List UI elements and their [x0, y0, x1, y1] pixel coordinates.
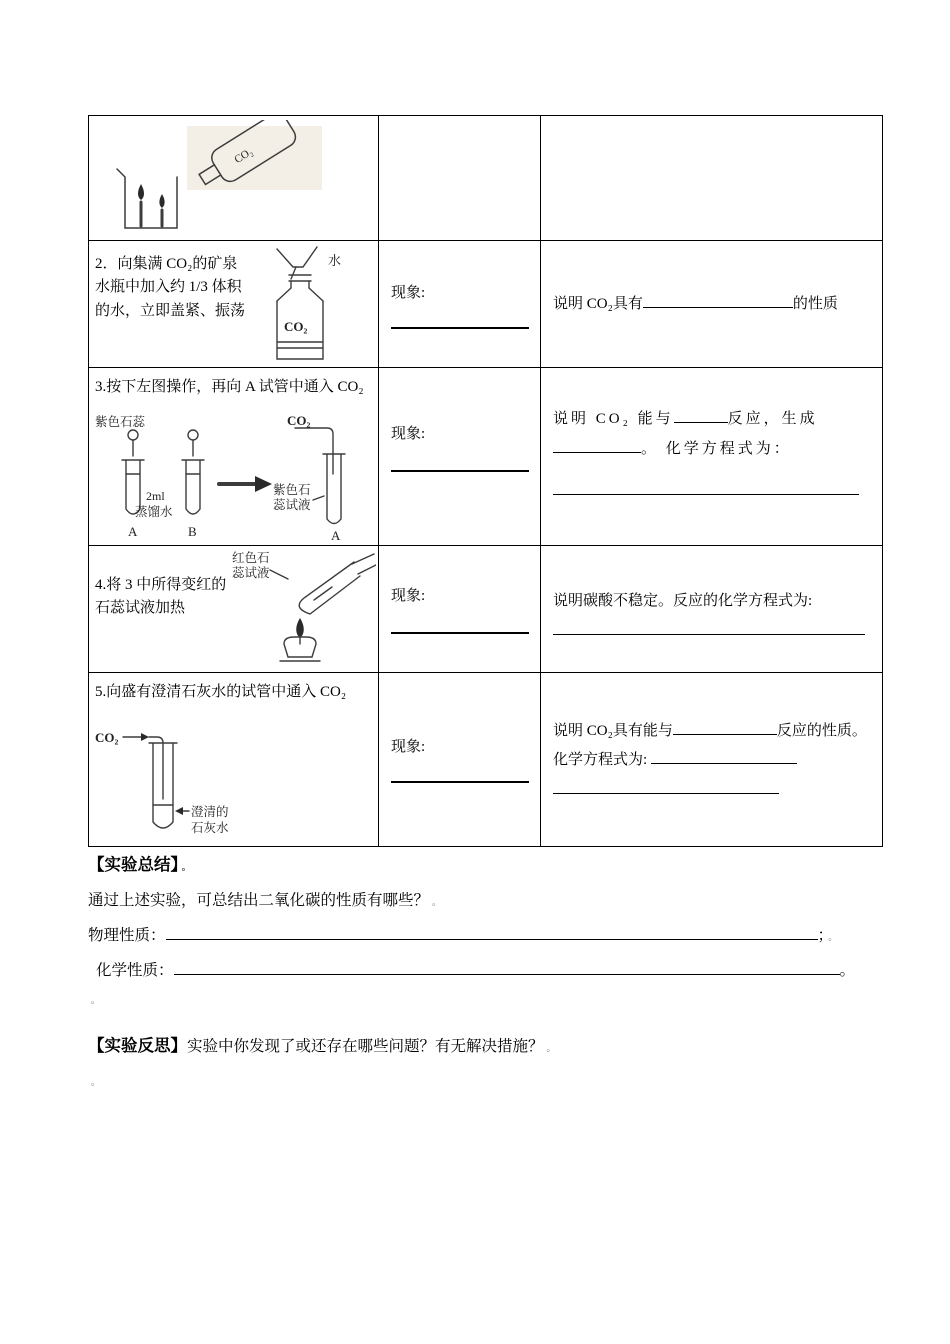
answer-line [553, 793, 779, 794]
conclusion-4 [553, 588, 875, 614]
paragraph-mark [88, 990, 100, 1008]
reflection-heading: 【实验反思】 [88, 1036, 187, 1055]
phenomenon-label: 现象: [391, 588, 426, 604]
conclusion-text: 说明 CO₂ 能与 [553, 411, 674, 427]
paragraph-mark: 。 [828, 932, 838, 942]
tilted-test-tube-icon [299, 562, 360, 614]
co2-label: CO₂ [287, 413, 311, 428]
answer-line [553, 494, 859, 495]
reflection-question: 实验中你发现了或还存在哪些问题？有无解决措施？ [187, 1038, 544, 1055]
co2-pour-into-beaker-diagram [95, 120, 335, 238]
cell-demo1-phenomenon [379, 116, 541, 241]
tube-a-right-label: A [331, 528, 341, 543]
conclusion-text: 的性质 [792, 296, 838, 312]
dropper-icon [188, 430, 198, 456]
chemical-properties-tail: 。 [839, 962, 856, 979]
paragraph-mark-glyph: 。 [91, 1077, 101, 1087]
test-tube-b-icon [182, 460, 204, 514]
tube-holder-icon [352, 554, 376, 574]
delivery-tube-icon [149, 737, 163, 799]
cell-phenomenon-5 [379, 673, 541, 846]
flame-icon [138, 184, 144, 200]
co2-label: CO₂ [284, 319, 308, 334]
conclusion-3 [553, 404, 873, 464]
red-litmus-label-1: 红色石 [232, 551, 270, 565]
conclusion-text: 反应，生成 [727, 411, 818, 427]
alcohol-lamp-icon [280, 636, 320, 661]
phenomenon-label: 现象: [391, 739, 426, 755]
label-pointer-arrow [175, 807, 189, 815]
answer-blank [166, 927, 818, 940]
paragraph-mark: 。 [546, 1043, 556, 1053]
answer-blank [174, 962, 840, 975]
funnel-icon [277, 247, 317, 279]
answer-line [391, 781, 529, 783]
chemical-properties-label: 化学性质： [96, 962, 174, 979]
summary-question-text: 通过上述实验，可总结出二氧化碳的性质有哪些？ [88, 892, 430, 909]
cell-phenomenon-4 [379, 546, 541, 673]
conclusion-text: 说明 CO₂具有 [553, 296, 643, 312]
cell-step-4 [89, 546, 379, 673]
flame-icon [296, 618, 304, 638]
heating-litmus-diagram [226, 548, 376, 670]
limewater-diagram [93, 719, 273, 843]
answer-line [391, 470, 529, 472]
beaker-icon [117, 169, 177, 228]
cell-conclusion-4 [541, 546, 882, 673]
answer-blank [673, 722, 777, 735]
cell-phenomenon-2 [379, 241, 541, 368]
step-text-2: 2．向集满 CO₂的矿泉水瓶中加入约 1/3 体积的水，立即盖紧、振荡 [95, 256, 246, 319]
answer-line [391, 632, 529, 634]
litmus-solution-label-1: 紫色石 [273, 483, 311, 497]
cell-step-2 [89, 241, 379, 368]
step-text-3: 3.按下左图操作，再向 A 试管中通入 CO₂ [95, 379, 364, 395]
phenomenon-label: 现象: [391, 426, 426, 442]
paragraph-mark-glyph: 。 [91, 995, 101, 1005]
summary-heading [88, 851, 191, 875]
summary-question [88, 888, 441, 910]
paragraph-mark [88, 1072, 100, 1090]
conclusion-text: 反应的性质。化学方程式为: [553, 723, 867, 768]
arrow-icon [123, 733, 149, 741]
bottle-shake-diagram [244, 243, 376, 365]
step-text-5: 5.向盛有澄清石灰水的试管中通入 CO₂ [95, 684, 347, 700]
bottle-gas-label: CO₂ [232, 145, 255, 167]
paragraph-mark: 。 [181, 862, 191, 872]
conclusion-text: 。 化学方程式为： [641, 441, 792, 457]
distilled-water-label: 蒸馏水 [135, 505, 173, 519]
plastic-bottle-icon [277, 275, 323, 359]
experiment-table [88, 115, 883, 847]
co2-label: CO₂ [95, 730, 119, 745]
limewater-label-2: 石灰水 [191, 821, 229, 835]
cell-demo1-diagram [89, 116, 379, 241]
purple-litmus-label: 紫色石蕊 [95, 415, 146, 429]
chemical-properties-line [96, 958, 855, 980]
cell-conclusion-5 [541, 673, 882, 846]
dropper-icon [128, 430, 138, 456]
tube-b-label: B [188, 524, 197, 539]
answer-blank [643, 295, 793, 308]
reflection-line [88, 1032, 556, 1056]
volume-label: 2ml [146, 489, 165, 503]
answer-blank [651, 751, 797, 764]
label-pointer-line [270, 570, 288, 579]
red-litmus-label-2: 蕊试液 [232, 566, 270, 580]
water-label: 水 [328, 253, 342, 268]
cell-conclusion-2 [541, 241, 882, 368]
physical-properties-label: 物理性质： [88, 927, 166, 944]
phenomenon-label: 现象: [391, 285, 426, 301]
cell-conclusion-3 [541, 368, 882, 546]
summary-heading-text: 【实验总结】 [88, 855, 179, 874]
cell-step-3 [89, 368, 379, 546]
physical-properties-tail: ； [817, 927, 826, 944]
flame-icon [159, 194, 164, 208]
answer-line [553, 634, 865, 635]
conclusion-text: 说明 CO₂具有能与 [553, 723, 673, 739]
paragraph-mark: 。 [432, 897, 442, 907]
candle-icons [141, 202, 162, 226]
physical-properties-line [88, 923, 837, 945]
conclusion-2 [553, 291, 871, 317]
cell-phenomenon-3 [379, 368, 541, 546]
litmus-solution-label-2: 蕊试液 [273, 498, 311, 512]
litmus-experiment-diagram [91, 412, 375, 544]
tube-a-label: A [128, 524, 138, 539]
conclusion-5 [553, 717, 875, 774]
step-text-4: 4.将 3 中所得变红的石蕊试液加热 [95, 577, 227, 617]
cell-demo1-conclusion [541, 116, 882, 241]
answer-blank [553, 440, 641, 453]
scan-tint [187, 126, 322, 190]
answer-blank [674, 410, 728, 423]
arrow-icon [219, 476, 272, 492]
limewater-label-1: 澄清的 [191, 805, 229, 819]
answer-line [391, 327, 529, 329]
cell-step-5 [89, 673, 379, 846]
conclusion-text: 说明碳酸不稳定。反应的化学方程式为: [553, 593, 813, 609]
